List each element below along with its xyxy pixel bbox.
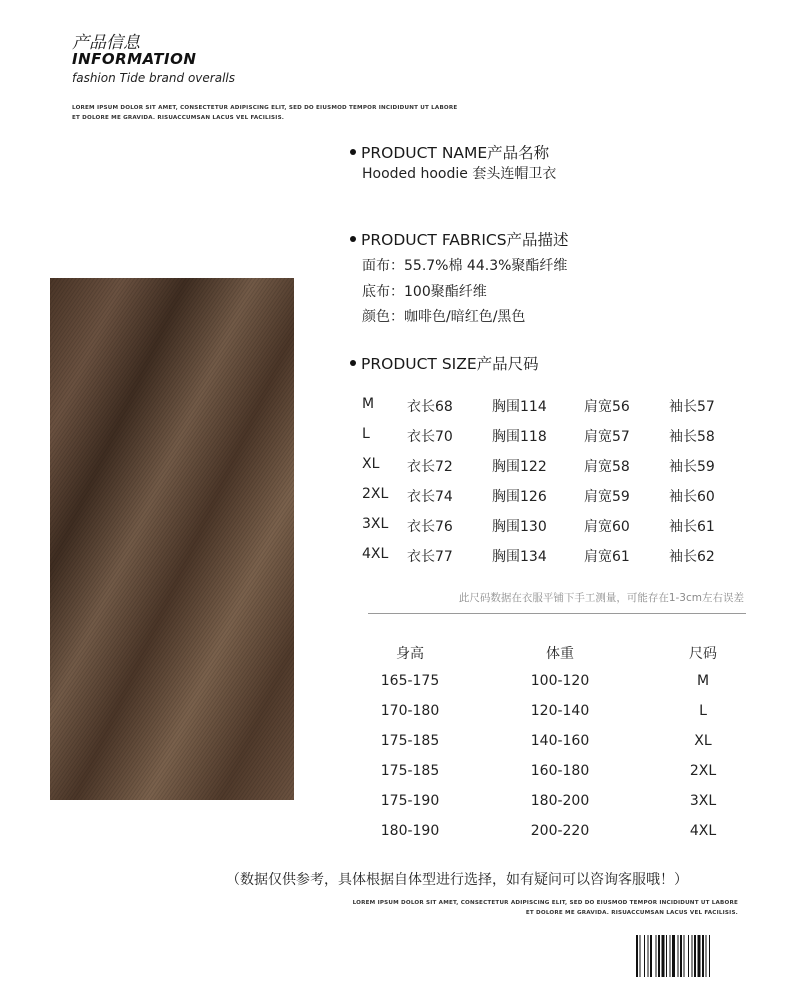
lorem-line: LOREM IPSUM DOLOR SIT AMET, CONSECTETUR ADIPISCING ELIT, SED DO EIUSMOD TEMPOR INCIDIDUNT UT LABORE <box>352 900 738 906</box>
reference-row <box>360 703 750 723</box>
fabric-line: 颜色：咖啡色/暗红色/黑色 <box>362 309 526 325</box>
reference-cell: 180-200 <box>530 793 590 809</box>
product-size-heading <box>350 352 539 374</box>
barcode-bar <box>684 935 685 977</box>
barcode-bar <box>702 935 704 977</box>
barcode-bar <box>688 935 689 977</box>
size-cell: 肩宽59 <box>584 489 630 505</box>
barcode-bar <box>662 935 665 977</box>
reference-cell: M <box>696 673 710 689</box>
size-cell: 肩宽57 <box>584 429 630 445</box>
size-cell: 胸围134 <box>492 549 547 565</box>
reference-header: 体重 <box>546 646 574 662</box>
reference-cell: 160-180 <box>530 763 590 779</box>
product-fabrics-heading <box>350 228 569 250</box>
size-cell: 袖长59 <box>669 459 715 475</box>
reference-cell: 180-190 <box>380 823 440 839</box>
barcode-bar <box>644 935 645 977</box>
reference-cell: 2XL <box>689 763 717 779</box>
size-cell: 衣长77 <box>407 549 453 565</box>
size-cell: 胸围114 <box>492 399 547 415</box>
barcode-bar <box>698 935 701 977</box>
reference-header: 尺码 <box>689 646 717 662</box>
lorem-line: LOREM IPSUM DOLOR SIT AMET, CONSECTETUR ADIPISCING ELIT, SED DO EIUSMOD TEMPOR INCIDIDUNT UT LABORE <box>72 105 458 111</box>
measurement-note: 此尺码数据在衣服平铺下手工测量，可能存在1-3cm左右误差 <box>458 592 744 604</box>
lorem-line: ET DOLORE ME GRAVIDA. RISUACCUMSAN LACUS VEL FACILISIS. <box>525 910 738 916</box>
disclaimer-text: （数据仅供参考，具体根据自体型进行选择，如有疑问可以咨询客服哦！） <box>226 872 688 888</box>
size-cell: 肩宽58 <box>584 459 630 475</box>
size-cell: 袖长60 <box>669 489 715 505</box>
reference-cell: 140-160 <box>530 733 590 749</box>
lorem-text-bottom <box>353 898 738 918</box>
barcode-bar <box>678 935 679 977</box>
size-cell: 肩宽56 <box>584 399 630 415</box>
size-cell: 衣长74 <box>407 489 453 505</box>
bullet-dot <box>350 236 356 242</box>
barcode-bar <box>706 935 707 977</box>
barcode-bar <box>648 935 649 977</box>
fabric-line: 面布：55.7%棉 44.3%聚酯纤维 <box>362 258 568 274</box>
reference-cell: 120-140 <box>530 703 590 719</box>
reference-cell: 100-120 <box>530 673 590 689</box>
title-cn: 产品信息 <box>72 33 140 53</box>
barcode-bar <box>656 935 657 977</box>
barcode-bar <box>672 935 675 977</box>
barcode-bar <box>640 935 641 977</box>
reference-header: 身高 <box>396 646 424 662</box>
barcode-bar <box>636 935 638 977</box>
product-name-heading <box>350 141 549 163</box>
size-cell: 衣长70 <box>407 429 453 445</box>
subtitle: fashion Tide brand overalls <box>72 71 235 85</box>
product-fabrics-heading-text: PRODUCT FABRICS产品描述 <box>361 231 569 249</box>
bullet-dot <box>350 360 356 366</box>
size-cell: 衣长68 <box>407 399 453 415</box>
barcode-icon <box>636 935 740 977</box>
size-cell: 袖长61 <box>669 519 715 535</box>
fabric-image <box>50 278 294 800</box>
reference-row <box>360 763 750 783</box>
reference-cell: 4XL <box>689 823 717 839</box>
size-cell: 胸围126 <box>492 489 547 505</box>
lorem-text-top <box>72 103 457 123</box>
bullet-dot <box>350 149 356 155</box>
reference-cell: 170-180 <box>380 703 440 719</box>
size-cell: 衣长72 <box>407 459 453 475</box>
barcode-bar <box>658 935 660 977</box>
reference-cell: 165-175 <box>380 673 440 689</box>
reference-row <box>360 733 750 753</box>
title-en: INFORMATION <box>72 50 197 68</box>
size-cell: XL <box>362 456 380 472</box>
barcode-bar <box>692 935 693 977</box>
reference-cell: L <box>699 703 707 719</box>
barcode-bar <box>670 935 671 977</box>
barcode-bar <box>694 935 696 977</box>
reference-header-row <box>360 643 750 663</box>
reference-cell: 3XL <box>689 793 717 809</box>
size-cell: 3XL <box>362 516 389 532</box>
barcode-bar <box>666 935 667 977</box>
size-cell: 胸围130 <box>492 519 547 535</box>
lorem-line: ET DOLORE ME GRAVIDA. RISUACCUMSAN LACUS VEL FACILISIS. <box>72 115 285 121</box>
reference-cell: 175-190 <box>380 793 440 809</box>
size-cell: L <box>362 426 370 442</box>
size-cell: 胸围122 <box>492 459 547 475</box>
size-cell: M <box>362 396 375 412</box>
size-cell: 肩宽60 <box>584 519 630 535</box>
size-cell: 袖长62 <box>669 549 715 565</box>
reference-cell: 175-185 <box>380 733 440 749</box>
reference-row <box>360 823 750 843</box>
product-name-heading-text: PRODUCT NAME产品名称 <box>361 144 550 162</box>
barcode-bar <box>680 935 682 977</box>
barcode-bar <box>709 935 710 977</box>
fabric-line: 底布：100聚酯纤维 <box>362 284 487 300</box>
size-cell: 袖长57 <box>669 399 715 415</box>
size-cell: 2XL <box>362 486 389 502</box>
product-size-heading-text: PRODUCT SIZE产品尺码 <box>361 355 539 373</box>
reference-row <box>360 793 750 813</box>
size-cell: 胸围118 <box>492 429 547 445</box>
reference-cell: 175-185 <box>380 763 440 779</box>
size-cell: 4XL <box>362 546 389 562</box>
reference-cell: XL <box>694 733 712 749</box>
reference-row <box>360 673 750 693</box>
reference-cell: 200-220 <box>530 823 590 839</box>
barcode-bar <box>650 935 652 977</box>
size-cell: 肩宽61 <box>584 549 630 565</box>
product-name-value: Hooded hoodie 套头连帽卫衣 <box>362 166 557 182</box>
size-cell: 袖长58 <box>669 429 715 445</box>
divider-line <box>368 613 746 614</box>
size-cell: 衣长76 <box>407 519 453 535</box>
